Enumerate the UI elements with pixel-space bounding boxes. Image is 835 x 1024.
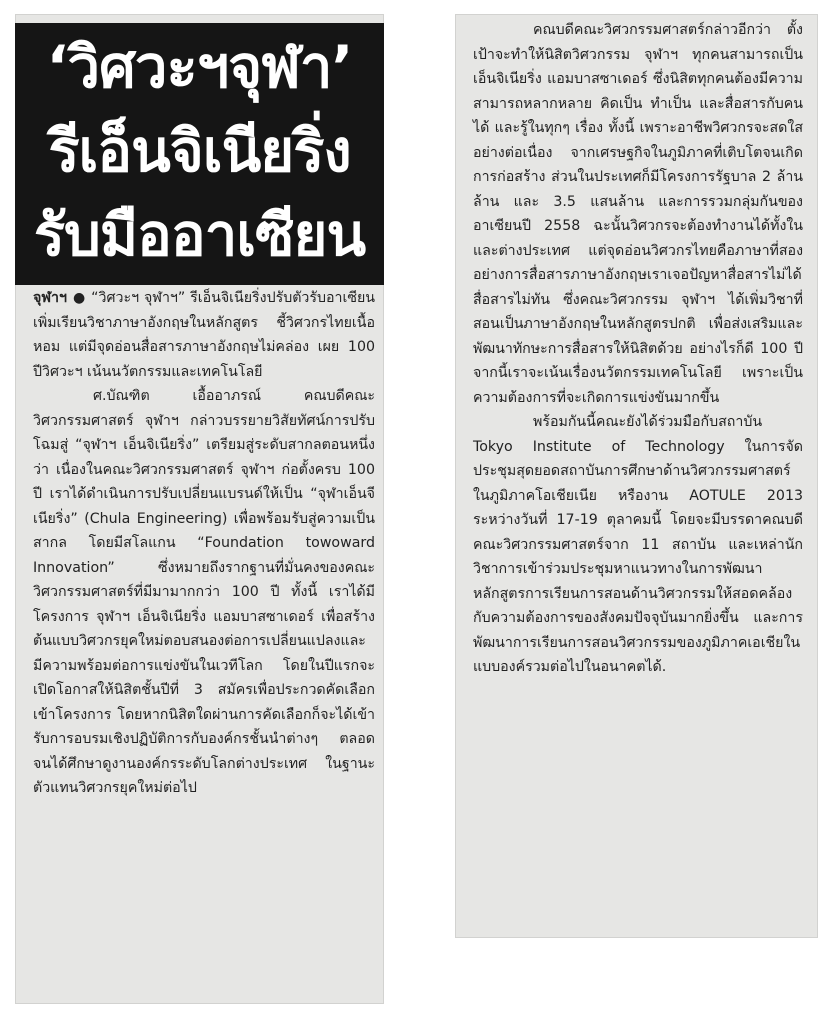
- headline-line-3: รับมืออาเซียน: [33, 201, 366, 269]
- clipping-right-column: [455, 14, 818, 938]
- dateline: จุฬาฯ: [33, 290, 67, 306]
- headline-line-2: รีเอ็นจิเนียริ่ง: [48, 117, 351, 185]
- paragraph-2: คณบดีคณะวิศวกรรมศาสตร์กล่าวอีกว่า ตั้งเป้าจะทำให้นิสิตวิศวกรรม จุฬาฯ ทุกคนสามารถเป็นเอ็นจิเนียริ่ง แอมบาสซาเดอร์ ซึ่งนิสิตทุกคนต้องมีความสามารถหลากหลาย คิดเป็น ทำเป็น และสื่อสารกับคนได้ และรู้ในทุกๆ เรื่อง ทั้งนี้ เพราะอาชีพวิศวกรจะสดใสอย่างต่อเนื่อง จากเศรษฐกิจในภูมิภาคที่เติบโตจนเกิดการก่อสร้าง ส่วนในประเทศก็มีโครงการรัฐบาล 2 ล้านล้าน และ 3.5 แสนล้าน และการรวมกลุ่มกันของอาเซียนปี 2558 ฉะนั้นวิศวกรจะต้องทำงานได้ทั้งในและต่างประเทศ แต่จุดอ่อนวิศวกรไทยคือภาษาที่สองอย่างการสื่อสารภาษาอังกฤษเราเจอปัญหาสื่อสารไม่ได้ สื่อสารไม่ทัน ซึ่งคณะวิศวกรรม จุฬาฯ ได้เพิ่มวิชาที่สอนเป็นภาษาอังกฤษในหลักสูตรปกติ เพื่อส่งเสริมและพัฒนาทักษะการสื่อสารให้นิสิตด้วย อย่างไรก็ดี 100 ปีจากนี้เราจะเน้นเรื่องนวัตกรรมเทคโนโลยี เพราะเป็นความต้องการที่จะเกิดการแข่งขันมากขึ้น: [473, 22, 803, 406]
- paragraph-1: ศ.บัณฑิต เอื้ออาภรณ์ คณบดีคณะวิศวกรรมศาสตร์ จุฬาฯ กล่าวบรรยายวิสัยทัศน์การปรับโฉมสู่ “จุฬาฯ เอ็นจิเนียริ่ง” เตรียมสู่ระดับสากลตอนหนึ่งว่า เนื่องในคณะวิศวกรรมศาสตร์ จุฬาฯ ก่อตั้งครบ 100 ปี เราได้ดำเนินการปรับเปลี่ยนแบรนด์ให้เป็น “จุฬาเอ็นจีเนียริ่ง” (Chula Engineering) เพื่อพร้อมรับสู่ความเป็นสากล โดยมีสโลแกน “Foundation towoward Innovation” ซึ่งหมายถึงรากฐานที่มั่นคงของคณะวิศวกรรมศาสตร์ที่มีมามากกว่า 100 ปี ทั้งนี้ เราได้มีโครงการ จุฬาฯ เอ็นจิเนียริ่ง แอมบาสซาเดอร์ เพื่อสร้างต้นแบบวิศวกรยุคใหม่ตอบสนองต่อการเปลี่ยนแปลงและมีความพร้อมต่อการแข่งขันในเวทีโลก โดยในปีแรกจะเปิดโอกาสให้นิสิตชั้นปีที่ 3 สมัครเพื่อประกวดคัดเลือกเข้าโครงการ โดยหากนิสิตใดผ่านการคัดเลือกก็จะได้เข้ารับการอบรมเชิงปฏิบัติการกับองค์กรชั้นนำต่างๆ ตลอดจนได้ศึกษาดูงานองค์กรระดับโลกต่างประเทศ ในฐานะตัวแทนวิศวกรยุคใหม่ต่อไป: [33, 388, 375, 796]
- bullet-icon: ●: [72, 290, 86, 306]
- left-article-body: [33, 286, 375, 801]
- headline-line-1: ‘วิศวะฯจุฬา’: [46, 33, 353, 101]
- clipping-left-column: [15, 14, 384, 1004]
- lead-text: “วิศวะฯ จุฬาฯ” รีเอ็นจิเนียริ่งปรับตัวรับอาเซียน เพิ่มเรียนวิชาภาษาอังกฤษในหลักสูตร ชี้วิศวกรไทยเนื้อหอม แต่มีจุดอ่อนสื่อสารภาษาอังกฤษไม่คล่อง เผย 100 ปีวิศวะฯ เน้นนวัตกรรมและเทคโนโลยี: [33, 290, 375, 380]
- headline-block: [15, 23, 384, 285]
- paragraph-3: พร้อมกันนี้คณะยังได้ร่วมมือกับสถาบัน Tokyo Institute of Technology ในการจัดประชุมสุดยอดสถาบันการศึกษาด้านวิศวกรรมศาสตร์ในภูมิภาคโอเชียเนีย หรืองาน AOTULE 2013 ระหว่างวันที่ 17-19 ตุลาคมนี้ โดยจะมีบรรดาคณบดีคณะวิศวกรรมศาสตร์จาก 11 สถาบัน และเหล่านักวิชาการเข้าร่วมประชุมหาแนวทางในการพัฒนาหลักสูตรการเรียนการสอนด้านวิศวกรรมให้สอดคล้องกับความต้องการของสังคมปัจจุบันมากยิ่งขึ้น และการพัฒนาการเรียนการสอนวิศวกรรมของภูมิภาคเอเชียในแบบองค์รวมต่อไปในอนาคตได้.: [473, 414, 803, 675]
- right-article-body: [473, 18, 803, 680]
- lead-paragraph: [33, 286, 375, 384]
